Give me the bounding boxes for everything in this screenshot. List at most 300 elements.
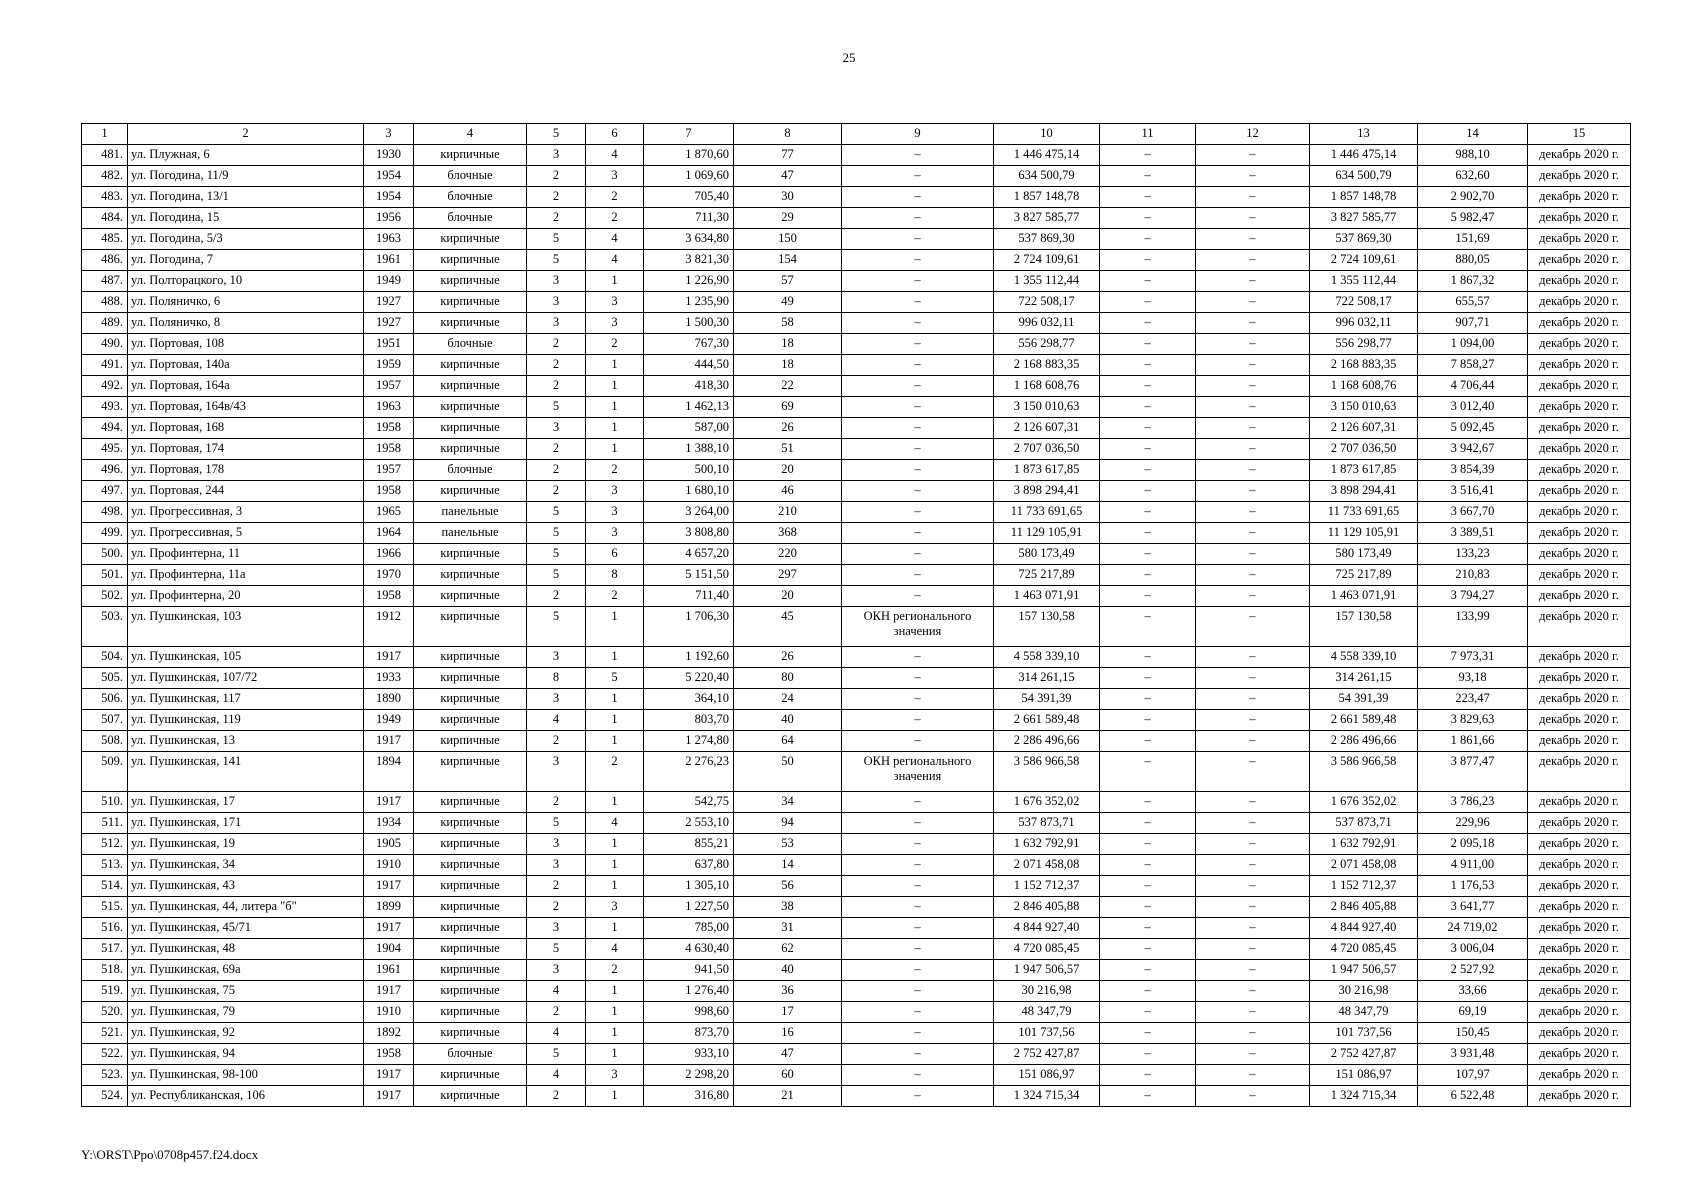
cell-col-15: декабрь 2020 г.: [1528, 481, 1631, 502]
cell-col-5: 2: [527, 792, 586, 813]
cell-col-14: 7 973,31: [1418, 647, 1528, 668]
table-row: [82, 607, 1631, 647]
cell-col-14: 210,83: [1418, 565, 1528, 586]
cell-col-15: декабрь 2020 г.: [1528, 668, 1631, 689]
cell-col-3: 1912: [364, 607, 414, 647]
cell-col-10: 2 071 458,08: [994, 855, 1100, 876]
cell-col-2: ул. Портовая, 164а: [128, 376, 364, 397]
cell-col-4: кирпичные: [414, 731, 527, 752]
cell-col-13: 101 737,56: [1310, 1023, 1418, 1044]
cell-col-8: 51: [734, 439, 842, 460]
table-row: [82, 523, 1631, 544]
cell-col-1: 509.: [82, 752, 128, 792]
cell-col-13: 3 827 585,77: [1310, 208, 1418, 229]
cell-col-9: –: [842, 460, 994, 481]
cell-col-11: –: [1100, 208, 1196, 229]
cell-col-1: 495.: [82, 439, 128, 460]
cell-col-8: 60: [734, 1065, 842, 1086]
cell-col-11: –: [1100, 710, 1196, 731]
cell-col-8: 40: [734, 710, 842, 731]
cell-col-5: 3: [527, 145, 586, 166]
cell-col-13: 4 844 927,40: [1310, 918, 1418, 939]
cell-col-12: –: [1196, 523, 1310, 544]
cell-col-9: –: [842, 918, 994, 939]
table-row: [82, 166, 1631, 187]
cell-col-15: декабрь 2020 г.: [1528, 355, 1631, 376]
cell-col-4: кирпичные: [414, 710, 527, 731]
column-header-3: 3: [364, 124, 414, 145]
cell-col-2: ул. Пушкинская, 92: [128, 1023, 364, 1044]
cell-col-4: кирпичные: [414, 689, 527, 710]
cell-col-9: –: [842, 668, 994, 689]
cell-col-5: 5: [527, 939, 586, 960]
cell-col-15: декабрь 2020 г.: [1528, 250, 1631, 271]
cell-col-14: 24 719,02: [1418, 918, 1528, 939]
table-row: [82, 334, 1631, 355]
cell-col-4: кирпичные: [414, 1065, 527, 1086]
cell-col-7: 3 264,00: [644, 502, 734, 523]
cell-col-10: 1 632 792,91: [994, 834, 1100, 855]
cell-col-2: ул. Пушкинская, 107/72: [128, 668, 364, 689]
cell-col-3: 1958: [364, 1044, 414, 1065]
cell-col-10: 30 216,98: [994, 981, 1100, 1002]
cell-col-11: –: [1100, 334, 1196, 355]
cell-col-8: 40: [734, 960, 842, 981]
cell-col-11: –: [1100, 1065, 1196, 1086]
cell-col-9: –: [842, 544, 994, 565]
cell-col-4: кирпичные: [414, 981, 527, 1002]
cell-col-2: ул. Портовая, 164в/43: [128, 397, 364, 418]
cell-col-11: –: [1100, 313, 1196, 334]
cell-col-3: 1917: [364, 647, 414, 668]
cell-col-1: 512.: [82, 834, 128, 855]
cell-col-12: –: [1196, 166, 1310, 187]
cell-col-8: 18: [734, 355, 842, 376]
cell-col-12: –: [1196, 855, 1310, 876]
cell-col-2: ул. Погодина, 11/9: [128, 166, 364, 187]
cell-col-11: –: [1100, 792, 1196, 813]
footer-file-path: Y:\ORST\Ppo\0708p457.f24.docx: [81, 1147, 259, 1162]
column-header-14: 14: [1418, 124, 1528, 145]
cell-col-5: 2: [527, 187, 586, 208]
cell-col-6: 1: [586, 418, 644, 439]
cell-col-12: –: [1196, 710, 1310, 731]
cell-col-12: –: [1196, 439, 1310, 460]
cell-col-9: –: [842, 481, 994, 502]
cell-col-2: ул. Поляничко, 6: [128, 292, 364, 313]
cell-col-15: декабрь 2020 г.: [1528, 313, 1631, 334]
cell-col-10: 2 752 427,87: [994, 1044, 1100, 1065]
cell-col-12: –: [1196, 586, 1310, 607]
cell-col-9: –: [842, 939, 994, 960]
cell-col-9: –: [842, 439, 994, 460]
cell-col-4: кирпичные: [414, 397, 527, 418]
cell-col-5: 5: [527, 229, 586, 250]
cell-col-1: 510.: [82, 792, 128, 813]
cell-col-4: кирпичные: [414, 834, 527, 855]
cell-col-12: –: [1196, 376, 1310, 397]
table-row: [82, 250, 1631, 271]
cell-col-12: –: [1196, 418, 1310, 439]
cell-col-6: 3: [586, 897, 644, 918]
cell-col-3: 1917: [364, 731, 414, 752]
cell-col-4: кирпичные: [414, 586, 527, 607]
cell-col-13: 2 661 589,48: [1310, 710, 1418, 731]
cell-col-12: –: [1196, 1002, 1310, 1023]
cell-col-14: 3 641,77: [1418, 897, 1528, 918]
table-row: [82, 960, 1631, 981]
cell-col-5: 4: [527, 1065, 586, 1086]
cell-col-7: 3 634,80: [644, 229, 734, 250]
cell-col-9: –: [842, 397, 994, 418]
cell-col-6: 1: [586, 1086, 644, 1107]
cell-col-2: ул. Пушкинская, 69а: [128, 960, 364, 981]
cell-col-5: 3: [527, 418, 586, 439]
cell-col-4: кирпичные: [414, 918, 527, 939]
cell-col-15: декабрь 2020 г.: [1528, 397, 1631, 418]
cell-col-9: –: [842, 502, 994, 523]
cell-col-8: 34: [734, 792, 842, 813]
cell-col-14: 69,19: [1418, 1002, 1528, 1023]
cell-col-1: 502.: [82, 586, 128, 607]
cell-col-6: 1: [586, 710, 644, 731]
cell-col-8: 38: [734, 897, 842, 918]
cell-col-15: декабрь 2020 г.: [1528, 918, 1631, 939]
cell-col-13: 996 032,11: [1310, 313, 1418, 334]
cell-col-12: –: [1196, 250, 1310, 271]
cell-col-1: 516.: [82, 918, 128, 939]
table-row: [82, 876, 1631, 897]
table-row: [82, 1002, 1631, 1023]
cell-col-11: –: [1100, 166, 1196, 187]
cell-col-4: блочные: [414, 166, 527, 187]
cell-col-9: –: [842, 960, 994, 981]
cell-col-4: блочные: [414, 208, 527, 229]
cell-col-12: –: [1196, 1086, 1310, 1107]
cell-col-1: 487.: [82, 271, 128, 292]
table-row: [82, 502, 1631, 523]
cell-col-14: 3 794,27: [1418, 586, 1528, 607]
cell-col-10: 556 298,77: [994, 334, 1100, 355]
cell-col-7: 444,50: [644, 355, 734, 376]
cell-col-5: 5: [527, 502, 586, 523]
table-row: [82, 1044, 1631, 1065]
cell-col-8: 47: [734, 1044, 842, 1065]
cell-col-2: ул. Погодина, 15: [128, 208, 364, 229]
table-row: [82, 187, 1631, 208]
cell-col-6: 1: [586, 439, 644, 460]
cell-col-5: 2: [527, 586, 586, 607]
cell-col-11: –: [1100, 418, 1196, 439]
cell-col-4: кирпичные: [414, 544, 527, 565]
cell-col-1: 493.: [82, 397, 128, 418]
table-row: [82, 668, 1631, 689]
cell-col-6: 1: [586, 792, 644, 813]
cell-col-7: 873,70: [644, 1023, 734, 1044]
cell-col-8: 21: [734, 1086, 842, 1107]
cell-col-6: 1: [586, 834, 644, 855]
cell-col-2: ул. Пушкинская, 141: [128, 752, 364, 792]
cell-col-13: 3 586 966,58: [1310, 752, 1418, 792]
cell-col-12: –: [1196, 876, 1310, 897]
cell-col-9: –: [842, 813, 994, 834]
cell-col-14: 4 706,44: [1418, 376, 1528, 397]
cell-col-8: 210: [734, 502, 842, 523]
cell-col-11: –: [1100, 752, 1196, 792]
cell-col-6: 1: [586, 1044, 644, 1065]
cell-col-13: 1 947 506,57: [1310, 960, 1418, 981]
cell-col-10: 1 676 352,02: [994, 792, 1100, 813]
cell-col-7: 1 462,13: [644, 397, 734, 418]
cell-col-3: 1910: [364, 855, 414, 876]
cell-col-1: 496.: [82, 460, 128, 481]
cell-col-6: 3: [586, 292, 644, 313]
cell-col-13: 537 873,71: [1310, 813, 1418, 834]
table-row: [82, 792, 1631, 813]
cell-col-4: кирпичные: [414, 145, 527, 166]
cell-col-7: 1 276,40: [644, 981, 734, 1002]
cell-col-5: 2: [527, 355, 586, 376]
cell-col-8: 22: [734, 376, 842, 397]
column-header-4: 4: [414, 124, 527, 145]
cell-col-12: –: [1196, 544, 1310, 565]
column-header-5: 5: [527, 124, 586, 145]
cell-col-3: 1957: [364, 460, 414, 481]
cell-col-11: –: [1100, 397, 1196, 418]
cell-col-14: 93,18: [1418, 668, 1528, 689]
table-row: [82, 271, 1631, 292]
cell-col-11: –: [1100, 229, 1196, 250]
cell-col-12: –: [1196, 939, 1310, 960]
cell-col-8: 77: [734, 145, 842, 166]
cell-col-13: 48 347,79: [1310, 1002, 1418, 1023]
cell-col-2: ул. Полторацкого, 10: [128, 271, 364, 292]
cell-col-11: –: [1100, 960, 1196, 981]
cell-col-8: 56: [734, 876, 842, 897]
cell-col-6: 2: [586, 460, 644, 481]
cell-col-15: декабрь 2020 г.: [1528, 439, 1631, 460]
table-row: [82, 313, 1631, 334]
column-header-13: 13: [1310, 124, 1418, 145]
cell-col-5: 3: [527, 647, 586, 668]
cell-col-15: декабрь 2020 г.: [1528, 271, 1631, 292]
table-row: [82, 586, 1631, 607]
cell-col-15: декабрь 2020 г.: [1528, 710, 1631, 731]
cell-col-13: 1 355 112,44: [1310, 271, 1418, 292]
cell-col-5: 8: [527, 668, 586, 689]
cell-col-14: 655,57: [1418, 292, 1528, 313]
cell-col-3: 1934: [364, 813, 414, 834]
cell-col-15: декабрь 2020 г.: [1528, 208, 1631, 229]
cell-col-9: –: [842, 981, 994, 1002]
cell-col-2: ул. Пушкинская, 19: [128, 834, 364, 855]
cell-col-8: 58: [734, 313, 842, 334]
cell-col-3: 1970: [364, 565, 414, 586]
cell-col-10: 4 844 927,40: [994, 918, 1100, 939]
cell-col-12: –: [1196, 981, 1310, 1002]
table-row: [82, 939, 1631, 960]
cell-col-6: 1: [586, 1023, 644, 1044]
cell-col-7: 767,30: [644, 334, 734, 355]
cell-col-11: –: [1100, 187, 1196, 208]
cell-col-8: 14: [734, 855, 842, 876]
cell-col-11: –: [1100, 689, 1196, 710]
cell-col-8: 57: [734, 271, 842, 292]
cell-col-9: –: [842, 586, 994, 607]
cell-col-9: –: [842, 731, 994, 752]
cell-col-14: 5 982,47: [1418, 208, 1528, 229]
cell-col-8: 49: [734, 292, 842, 313]
cell-col-1: 483.: [82, 187, 128, 208]
cell-col-6: 3: [586, 523, 644, 544]
cell-col-12: –: [1196, 229, 1310, 250]
cell-col-4: кирпичные: [414, 313, 527, 334]
cell-col-2: ул. Пушкинская, 13: [128, 731, 364, 752]
cell-col-6: 1: [586, 855, 644, 876]
cell-col-12: –: [1196, 607, 1310, 647]
cell-col-5: 2: [527, 897, 586, 918]
cell-col-12: –: [1196, 897, 1310, 918]
cell-col-2: ул. Пушкинская, 171: [128, 813, 364, 834]
cell-col-7: 364,10: [644, 689, 734, 710]
table-row: [82, 813, 1631, 834]
cell-col-3: 1958: [364, 481, 414, 502]
cell-col-11: –: [1100, 939, 1196, 960]
cell-col-2: ул. Профинтерна, 11а: [128, 565, 364, 586]
cell-col-7: 1 388,10: [644, 439, 734, 460]
cell-col-9: –: [842, 647, 994, 668]
cell-col-7: 1 192,60: [644, 647, 734, 668]
cell-col-9: –: [842, 166, 994, 187]
cell-col-7: 803,70: [644, 710, 734, 731]
cell-col-13: 537 869,30: [1310, 229, 1418, 250]
column-header-15: 15: [1528, 124, 1631, 145]
cell-col-7: 1 870,60: [644, 145, 734, 166]
cell-col-12: –: [1196, 647, 1310, 668]
cell-col-14: 1 867,32: [1418, 271, 1528, 292]
cell-col-1: 504.: [82, 647, 128, 668]
cell-col-2: ул. Пушкинская, 75: [128, 981, 364, 1002]
cell-col-6: 3: [586, 313, 644, 334]
cell-col-12: –: [1196, 313, 1310, 334]
cell-col-2: ул. Профинтерна, 20: [128, 586, 364, 607]
cell-col-3: 1949: [364, 271, 414, 292]
cell-col-8: 30: [734, 187, 842, 208]
cell-col-5: 3: [527, 689, 586, 710]
cell-col-15: декабрь 2020 г.: [1528, 292, 1631, 313]
table-row: [82, 292, 1631, 313]
cell-col-6: 1: [586, 918, 644, 939]
cell-col-5: 3: [527, 292, 586, 313]
cell-col-5: 3: [527, 918, 586, 939]
cell-col-14: 107,97: [1418, 1065, 1528, 1086]
cell-col-6: 4: [586, 939, 644, 960]
cell-col-2: ул. Погодина, 13/1: [128, 187, 364, 208]
cell-col-3: 1963: [364, 397, 414, 418]
page-number: 25: [842, 50, 856, 65]
cell-col-7: 1 680,10: [644, 481, 734, 502]
cell-col-1: 482.: [82, 166, 128, 187]
cell-col-10: 580 173,49: [994, 544, 1100, 565]
cell-col-4: кирпичные: [414, 855, 527, 876]
cell-col-13: 2 846 405,88: [1310, 897, 1418, 918]
cell-col-8: 20: [734, 460, 842, 481]
cell-col-7: 1 274,80: [644, 731, 734, 752]
cell-col-3: 1964: [364, 523, 414, 544]
cell-col-7: 855,21: [644, 834, 734, 855]
cell-col-1: 499.: [82, 523, 128, 544]
cell-col-8: 16: [734, 1023, 842, 1044]
cell-col-14: 3 942,67: [1418, 439, 1528, 460]
cell-col-13: 2 752 427,87: [1310, 1044, 1418, 1065]
cell-col-15: декабрь 2020 г.: [1528, 418, 1631, 439]
cell-col-12: –: [1196, 813, 1310, 834]
cell-col-11: –: [1100, 355, 1196, 376]
cell-col-11: –: [1100, 460, 1196, 481]
cell-col-7: 941,50: [644, 960, 734, 981]
cell-col-10: 2 724 109,61: [994, 250, 1100, 271]
cell-col-11: –: [1100, 145, 1196, 166]
cell-col-14: 880,05: [1418, 250, 1528, 271]
cell-col-1: 521.: [82, 1023, 128, 1044]
cell-col-2: ул. Портовая, 168: [128, 418, 364, 439]
cell-col-7: 998,60: [644, 1002, 734, 1023]
cell-col-11: –: [1100, 855, 1196, 876]
cell-col-12: –: [1196, 834, 1310, 855]
table-row: [82, 752, 1631, 792]
cell-col-4: кирпичные: [414, 792, 527, 813]
cell-col-5: 3: [527, 752, 586, 792]
cell-col-4: кирпичные: [414, 418, 527, 439]
cell-col-1: 517.: [82, 939, 128, 960]
cell-col-1: 522.: [82, 1044, 128, 1065]
cell-col-1: 488.: [82, 292, 128, 313]
cell-col-6: 2: [586, 586, 644, 607]
cell-col-3: 1927: [364, 313, 414, 334]
cell-col-15: декабрь 2020 г.: [1528, 166, 1631, 187]
cell-col-5: 4: [527, 981, 586, 1002]
table-row: [82, 397, 1631, 418]
cell-col-8: 64: [734, 731, 842, 752]
cell-col-9: –: [842, 689, 994, 710]
cell-col-6: 2: [586, 752, 644, 792]
cell-col-6: 4: [586, 813, 644, 834]
cell-col-9: –: [842, 855, 994, 876]
cell-col-12: –: [1196, 397, 1310, 418]
cell-col-14: 3 012,40: [1418, 397, 1528, 418]
cell-col-13: 722 508,17: [1310, 292, 1418, 313]
cell-col-10: 11 733 691,65: [994, 502, 1100, 523]
header-row: [82, 124, 1631, 145]
cell-col-11: –: [1100, 271, 1196, 292]
column-header-9: 9: [842, 124, 994, 145]
cell-col-7: 1 227,50: [644, 897, 734, 918]
table-row: [82, 418, 1631, 439]
cell-col-15: декабрь 2020 г.: [1528, 960, 1631, 981]
cell-col-6: 8: [586, 565, 644, 586]
cell-col-3: 1917: [364, 876, 414, 897]
cell-col-8: 36: [734, 981, 842, 1002]
cell-col-14: 1 094,00: [1418, 334, 1528, 355]
column-header-12: 12: [1196, 124, 1310, 145]
cell-col-4: кирпичные: [414, 897, 527, 918]
cell-col-4: кирпичные: [414, 960, 527, 981]
cell-col-7: 587,00: [644, 418, 734, 439]
table-row: [82, 897, 1631, 918]
cell-col-14: 33,66: [1418, 981, 1528, 1002]
cell-col-11: –: [1100, 586, 1196, 607]
table-row: [82, 731, 1631, 752]
